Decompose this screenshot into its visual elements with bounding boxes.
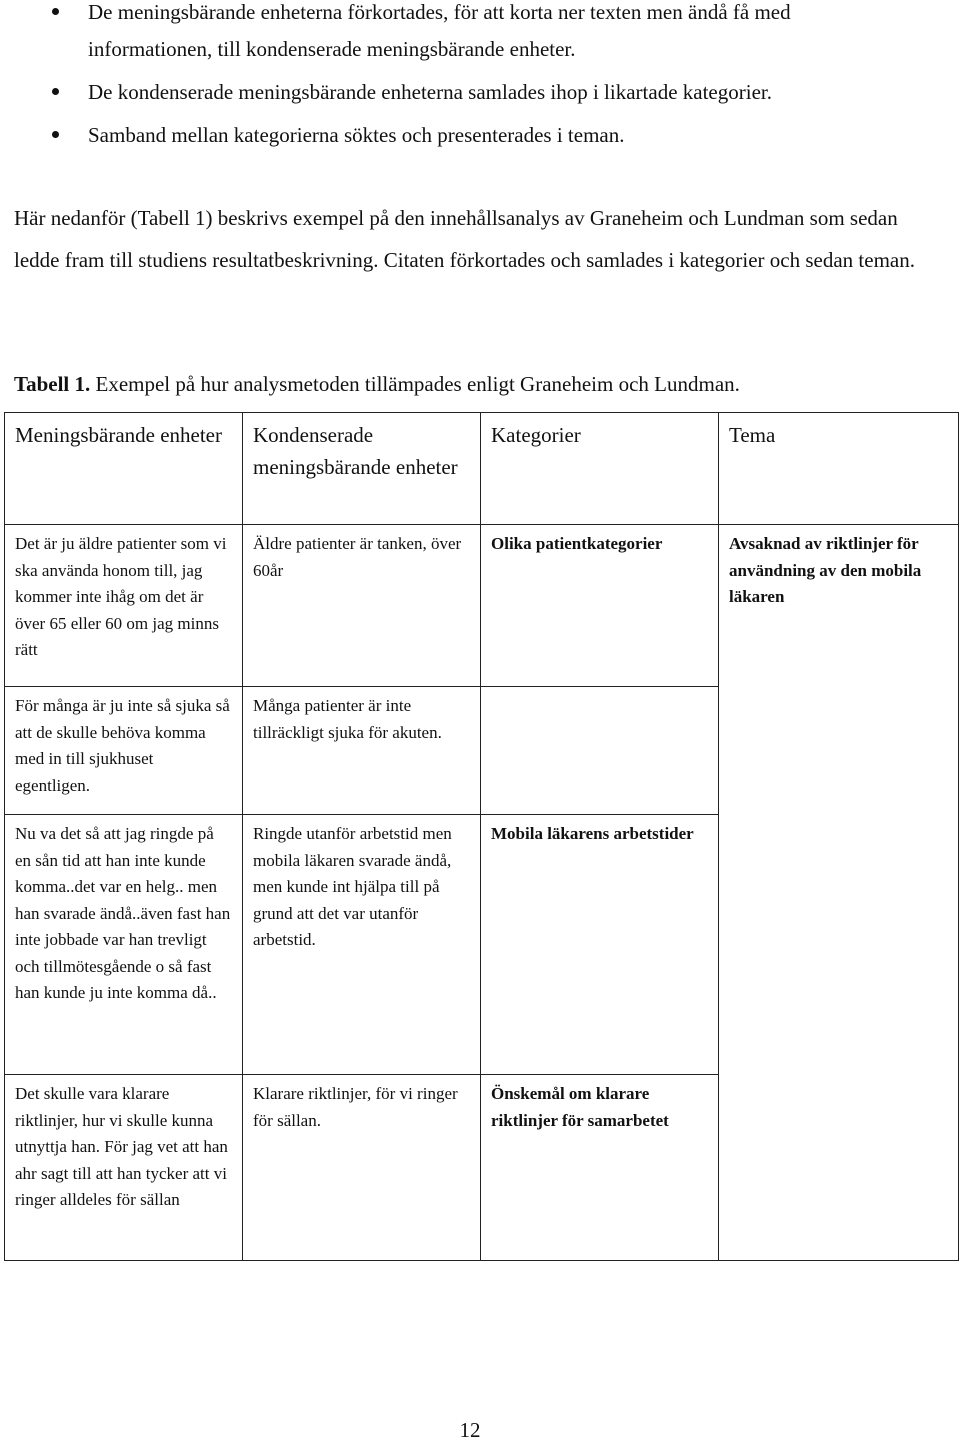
cell-category-empty (481, 687, 719, 815)
table-caption (14, 366, 944, 402)
header-meaning-units: Meningsbärande enheter (5, 413, 243, 525)
cell-category: Mobila läkarens arbetstider (481, 815, 719, 1075)
bullet-text: informationen, till kondenserade meningsbärande enheter. (88, 37, 576, 61)
body-paragraph: Här nedanför (Tabell 1) beskrivs exempel på den innehållsanalys av Graneheim och Lundman som sedan ledde fram till studiens resultatbeskrivning. Citaten förkortades och samlades i kategorier och sedan teman. (14, 206, 915, 272)
cell-condensed: Många patienter är inte tillräckligt sjuka för akuten. (243, 687, 481, 815)
cell-condensed: Ringde utanför arbetstid men mobila läkaren svarade ändå, men kunde int hjälpa till på grund att det var utanför arbetstid. (243, 815, 481, 1075)
bullet-dot-icon (52, 8, 59, 15)
bullet-text: De meningsbärande enheterna förkortades, för att korta ner texten men ändå få med (88, 0, 791, 24)
bullet-dot-icon (52, 88, 59, 95)
header-condensed-units: Kondenserade meningsbärande enheter (243, 413, 481, 525)
header-theme: Tema (719, 413, 959, 525)
bullet-text: Samband mellan kategorierna söktes och presenterades i teman. (88, 123, 625, 147)
cell-condensed: Klarare riktlinjer, för vi ringer för sällan. (243, 1075, 481, 1261)
table-row (5, 525, 959, 687)
page-number: 12 (459, 1418, 481, 1442)
table-caption-label: Tabell 1. (14, 372, 91, 396)
cell-meaning-unit: För många är ju inte så sjuka så att de skulle behöva komma med in till sjukhuset egentligen. (5, 687, 243, 815)
cell-meaning-unit: Det skulle vara klarare riktlinjer, hur vi skulle kunna utnyttja han. För jag vet att han ahr sagt till att han tycker att vi ringer alldeles för sällan (5, 1075, 243, 1261)
bullet-text: De kondenserade meningsbärande enheterna samlades ihop i likartade kategorier. (88, 80, 772, 104)
cell-theme: Avsaknad av riktlinjer för användning av den mobila läkaren (719, 525, 959, 1261)
table-header-row (5, 413, 959, 525)
cell-category: Önskemål om klarare riktlinjer för samarbetet (481, 1075, 719, 1261)
bullet-dot-icon (52, 131, 59, 138)
cell-meaning-unit: Det är ju äldre patienter som vi ska använda honom till, jag kommer inte ihåg om det är över 65 eller 60 om jag minns rätt (5, 525, 243, 687)
header-categories: Kategorier (481, 413, 719, 525)
table-caption-text: Exempel på hur analysmetoden tillämpades enligt Graneheim och Lundman. (90, 372, 740, 396)
cell-meaning-unit: Nu va det så att jag ringde på en sån tid att han inte kunde komma..det var en helg.. men han svarade ändå..även fast han inte jobbade var han trevligt och tillmötesgående o så fast han kunde ju inte komma då.. (5, 815, 243, 1075)
cell-category: Olika patientkategorier (481, 525, 719, 687)
cell-condensed: Äldre patienter är tanken, över 60år (243, 525, 481, 687)
analysis-table (4, 412, 959, 1261)
